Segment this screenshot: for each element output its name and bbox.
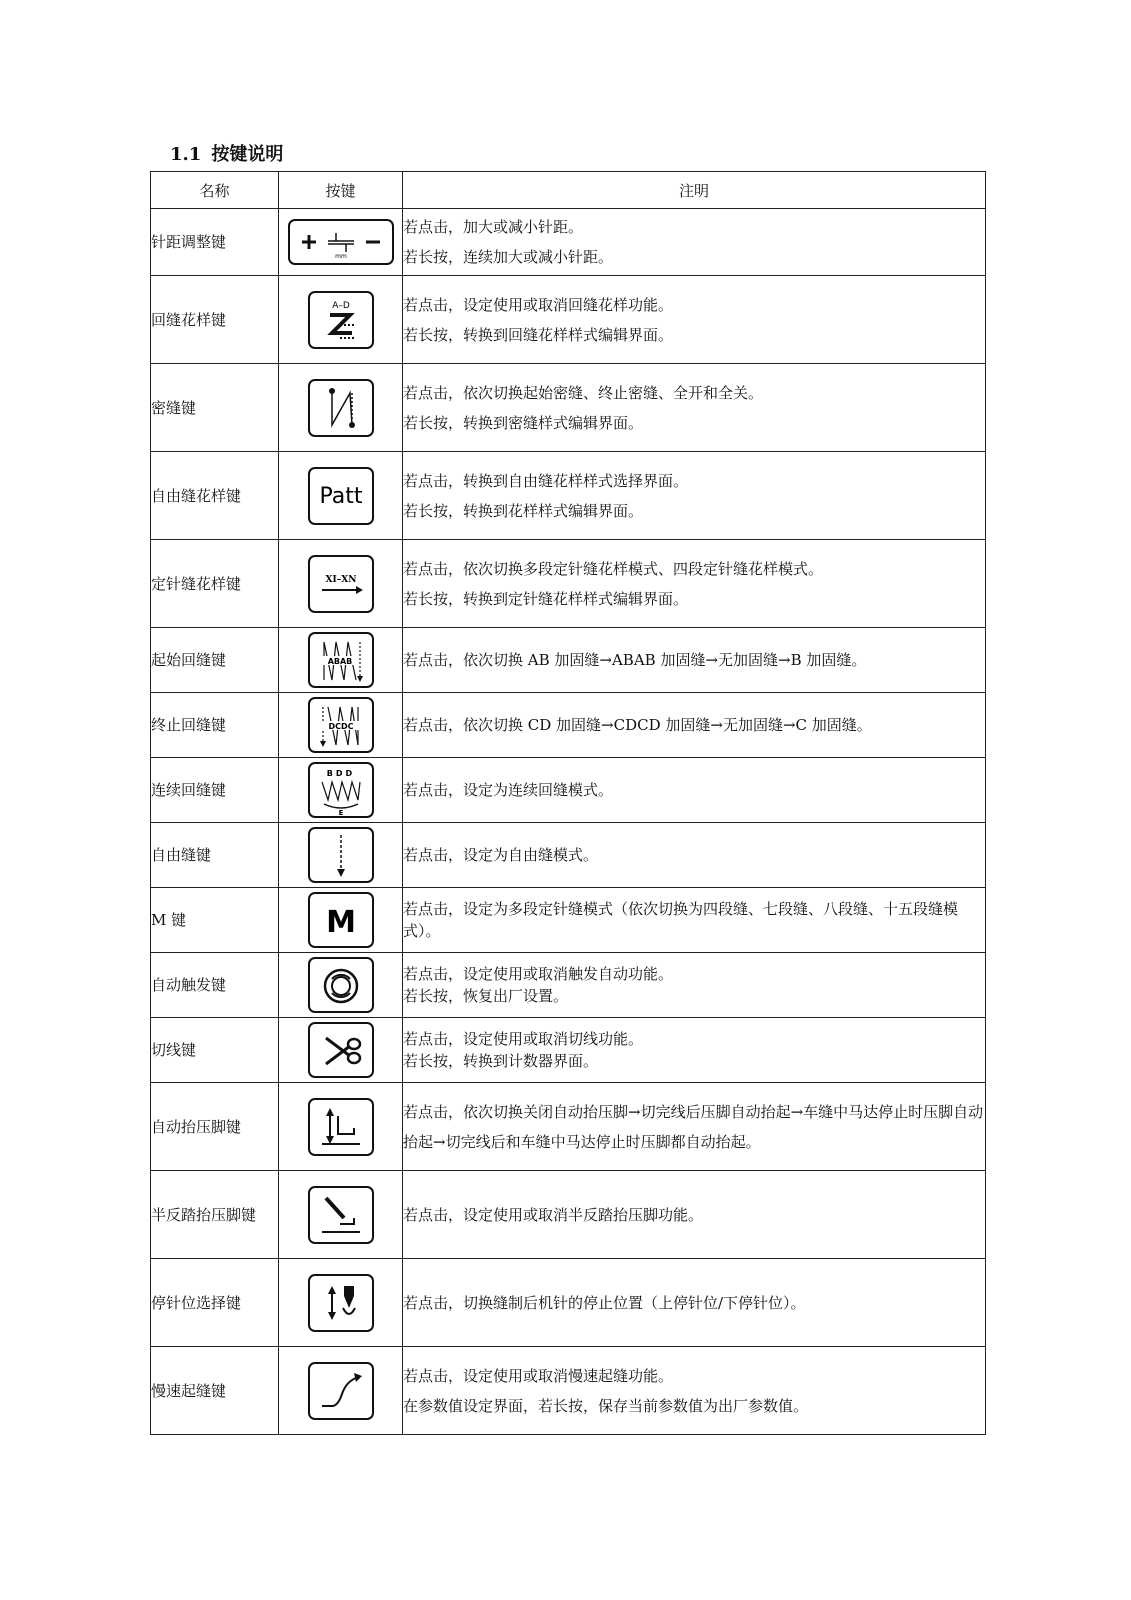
- start-backtack-icon: [308, 632, 374, 688]
- key-name: 自动触发键: [151, 953, 279, 1018]
- key-name: 自动抬压脚键: [151, 1083, 279, 1171]
- note-line: 若点击，设定使用或取消慢速起缝功能。: [403, 1366, 674, 1385]
- m-key-icon: [308, 892, 374, 948]
- table-row: [151, 276, 986, 364]
- table-row: [151, 1347, 986, 1435]
- table-row: [151, 209, 986, 276]
- note-line: 若长按，转换到花样样式编辑界面。: [403, 501, 644, 520]
- table-row: [151, 364, 986, 452]
- note-line: 若点击，切换缝制后机针的停止位置（上停针位/下停针位）。: [403, 1293, 806, 1312]
- backtack-pattern-icon: [308, 291, 374, 349]
- key-name: 半反踏抬压脚键: [151, 1171, 279, 1259]
- condensed-stitch-icon: [308, 379, 374, 437]
- section-title: 按键说明: [211, 144, 284, 165]
- key-name: 切线键: [151, 1018, 279, 1083]
- note-line: 若长按，转换到回缝花样样式编辑界面。: [403, 325, 674, 344]
- header-note: 注明: [403, 172, 986, 209]
- key-name: 针距调整键: [151, 209, 279, 276]
- svg-text:A–D: A–D: [331, 300, 350, 311]
- svg-text:ABAB: ABAB: [327, 657, 352, 666]
- svg-text:E: E: [338, 809, 343, 817]
- note-line: 若点击，依次切换多段定针缝花样模式、四段定针缝花样模式。: [403, 559, 824, 578]
- key-name: 自由缝花样键: [151, 452, 279, 540]
- svg-text:M: M: [325, 905, 356, 940]
- key-name: M 键: [151, 888, 279, 953]
- section-number: 1.1: [170, 144, 202, 165]
- note-line: 若点击，设定使用或取消切线功能。: [403, 1030, 644, 1048]
- key-name: 回缝花样键: [151, 276, 279, 364]
- note-line: 若点击，设定使用或取消回缝花样功能。: [403, 295, 674, 314]
- section-heading: [170, 140, 283, 166]
- free-sewing-icon: [308, 827, 374, 883]
- patt-icon: [308, 467, 374, 525]
- table-header-row: [151, 172, 986, 209]
- key-name: 自由缝键: [151, 823, 279, 888]
- table-row: [151, 1259, 986, 1347]
- note-line: 若点击，依次切换 AB 加固缝→ABAB 加固缝→无加固缝→B 加固缝。: [403, 651, 867, 669]
- table-row: [151, 1018, 986, 1083]
- table-row: [151, 1171, 986, 1259]
- continuous-backtack-icon: [308, 762, 374, 818]
- note-line: 若长按，连续加大或减小针距。: [403, 248, 614, 266]
- note-line: 在参数值设定界面，若长按，保存当前参数值为出厂参数值。: [403, 1396, 809, 1415]
- table-row: [151, 758, 986, 823]
- auto-trigger-icon: [308, 957, 374, 1013]
- note-line: 若长按，转换到计数器界面。: [403, 1052, 599, 1070]
- constant-stitch-icon: [308, 555, 374, 613]
- svg-text:mm: mm: [334, 253, 347, 260]
- key-name: 终止回缝键: [151, 693, 279, 758]
- table-row: [151, 540, 986, 628]
- svg-text:XI–XN: XI–XN: [325, 574, 356, 585]
- presser-foot-icon: [308, 1098, 374, 1156]
- stitch-length-icon: [288, 219, 394, 265]
- table-row: [151, 452, 986, 540]
- note-line: 若点击，转换到自由缝花样样式选择界面。: [403, 471, 689, 490]
- note-line: 若点击，依次切换关闭自动抬压脚→切完线后压脚自动抬起→车缝中马达停止时压脚自动抬起→切完线后和车缝中马达停止时压脚都自动抬起。: [403, 1102, 984, 1151]
- header-name: 名称: [151, 172, 279, 209]
- note-line: 若点击，设定使用或取消半反踏抬压脚功能。: [403, 1205, 704, 1224]
- table-row: [151, 628, 986, 693]
- note-line: 若点击，依次切换 CD 加固缝→CDCD 加固缝→无加固缝→C 加固缝。: [403, 716, 872, 734]
- svg-text:Patt: Patt: [318, 483, 363, 509]
- table-row: [151, 953, 986, 1018]
- scissors-icon: [308, 1022, 374, 1078]
- note-line: 若点击，设定使用或取消触发自动功能。: [403, 965, 674, 983]
- note-line: 若点击，设定为连续回缝模式。: [403, 781, 614, 799]
- slow-start-icon: [308, 1362, 374, 1420]
- note-line: 若长按，转换到密缝样式编辑界面。: [403, 413, 644, 432]
- table-row: [151, 888, 986, 953]
- end-backtack-icon: [308, 697, 374, 753]
- key-name: 密缝键: [151, 364, 279, 452]
- note-line: 若长按，恢复出厂设置。: [403, 987, 569, 1005]
- key-name: 停针位选择键: [151, 1259, 279, 1347]
- note-line: 若点击，加大或减小针距。: [403, 218, 584, 236]
- key-name: 慢速起缝键: [151, 1347, 279, 1435]
- key-name: 定针缝花样键: [151, 540, 279, 628]
- key-name: 起始回缝键: [151, 628, 279, 693]
- note-line: 若点击，设定为多段定针缝模式（依次切换为四段缝、七段缝、八段缝、十五段缝模式）。: [403, 900, 959, 940]
- note-line: 若点击，依次切换起始密缝、终止密缝、全开和全关。: [403, 383, 764, 402]
- table-row: [151, 693, 986, 758]
- header-key: 按键: [279, 172, 403, 209]
- note-line: 若点击，设定为自由缝模式。: [403, 846, 599, 864]
- key-name: 连续回缝键: [151, 758, 279, 823]
- svg-text:DCDC: DCDC: [327, 722, 354, 731]
- svg-text:BDD: BDD: [326, 769, 355, 778]
- needle-position-icon: [308, 1274, 374, 1332]
- table-row: [151, 823, 986, 888]
- half-heel-icon: [308, 1186, 374, 1244]
- note-line: 若长按，转换到定针缝花样样式编辑界面。: [403, 589, 689, 608]
- key-description-table: [150, 171, 986, 1435]
- table-row: [151, 1083, 986, 1171]
